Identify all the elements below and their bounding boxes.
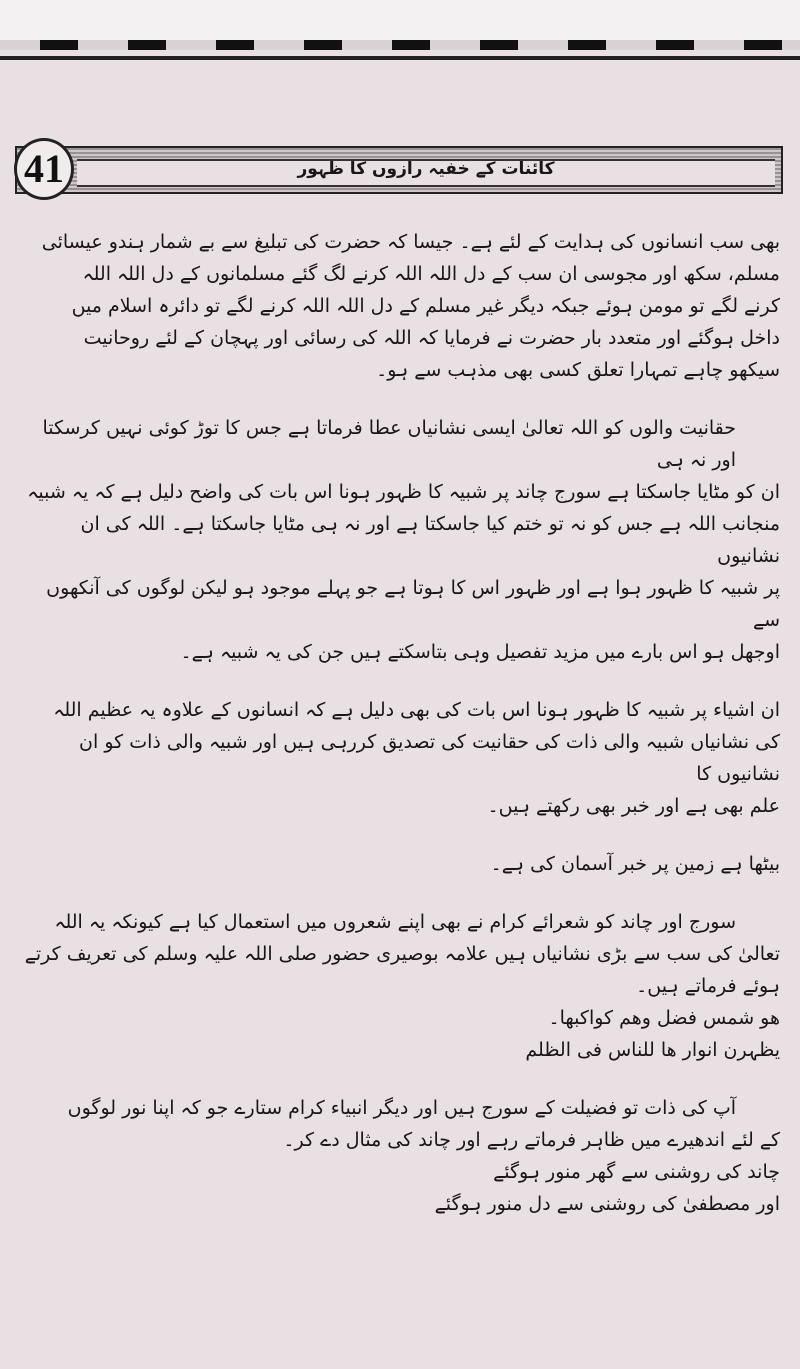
paragraph (20, 226, 780, 386)
paragraph (20, 1092, 780, 1220)
text-line: ہوئے فرماتے ہیں۔ (636, 975, 780, 997)
text-line: کے لئے اندھیرے میں ظاہر فرماتے رہے اور چاند کی مثال دے کر۔ (283, 1129, 780, 1151)
text-line: علم بھی ہے اور خبر بھی رکھتے ہیں۔ (487, 795, 780, 817)
paragraph (20, 906, 780, 1066)
text-line: آپ کی ذات تو فضیلت کے سورج ہیں اور دیگر انبیاء کرام ستارے جو کہ اپنا نور لوگوں (67, 1097, 736, 1119)
text-line: بیٹھا ہے زمین پر خبر آسمان کی ہے۔ (490, 853, 780, 875)
text-line: کی نشانیاں شبیہ والی ذات کی حقانیت کی تصدیق کررہی ہیں اور شبیہ والی ذات کو ان نشانیوں کا (79, 731, 780, 785)
text-line: کرنے لگے تو مومن ہوئے جبکہ دیگر غیر مسلم کے دل اللہ اللہ کرنے لگے تو دائرہ اسلام میں (71, 295, 780, 317)
verse-line: اور مصطفیٰ کی روشنی سے دل منور ہوگئے (434, 1193, 780, 1215)
paragraph (20, 412, 780, 668)
verse-line: یظہرن انوار ھا للناس فی الظلم (525, 1039, 780, 1061)
text-line: سورج اور چاند کو شعرائے کرام نے بھی اپنے شعروں میں استعمال کیا ہے کیونکہ یہ اللہ (54, 911, 736, 933)
text-line: سیکھو چاہے تمہارا تعلق کسی بھی مذہب سے ہو۔ (376, 359, 780, 381)
text-line: منجانب اللہ ہے جس کو نہ تو ختم کیا جاسکتا ہے اور نہ ہی مٹایا جاسکتا ہے۔ اللہ کی ان نشانیوں (80, 513, 780, 567)
text-line: ان کو مٹایا جاسکتا ہے سورج چاند پر شبیہ کا ظہور ہونا اس بات کی واضح دلیل ہے کہ یہ شبیہ (27, 481, 780, 503)
text-line: داخل ہوگئے اور متعدد بار حضرت نے فرمایا کہ اللہ کی رسائی اور پہچان کے لئے روحانیت (83, 327, 780, 349)
text-line: ان اشیاء پر شبیہ کا ظہور ہونا اس بات کی بھی دلیل ہے کہ انسانوں کے علاوہ یہ عظیم اللہ (53, 699, 780, 721)
text-line: حقانیت والوں کو اللہ تعالیٰ ایسی نشانیاں عطا فرماتا ہے جس کا توڑ کوئی نہیں کرسکتا اور نہ ہی (42, 417, 736, 471)
text-line: اوجھل ہو اس بارے میں مزید تفصیل وہی بتاسکتے ہیں جن کی یہ شبیہ ہے۔ (180, 641, 780, 663)
text-line: تعالیٰ کی سب سے بڑی نشانیاں ہیں علامہ بوصیری حضور صلی اللہ علیہ وسلم کی تعریف کرتے (24, 943, 780, 965)
page-number: 41 (14, 138, 74, 200)
text-line: مسلم، سکھ اور مجوسی ان سب کے دل اللہ اللہ کرنے لگ گئے مسلمانوں کے دل اللہ اللہ (82, 263, 780, 285)
text-line: بھی سب انسانوں کی ہدایت کے لئے ہے۔ جیسا کہ حضرت کی تبلیغ سے بے شمار ہندو عیسائی (41, 231, 780, 253)
verse-line: چاند کی روشنی سے گھر منور ہوگئے (493, 1161, 780, 1183)
article-body (20, 0, 780, 1286)
paragraph (20, 694, 780, 822)
verse-line: ھو شمس فضل وھم کواکبھا۔ (548, 1007, 780, 1029)
page-title: کائنات کے خفیہ رازوں کا ظہور (297, 159, 555, 179)
text-line: پر شبیہ کا ظہور ہوا ہے اور ظہور اس کا ہوتا ہے جو پہلے موجود ہو لیکن لوگوں کی آنکھوں سے (46, 577, 780, 631)
paragraph (20, 848, 780, 880)
